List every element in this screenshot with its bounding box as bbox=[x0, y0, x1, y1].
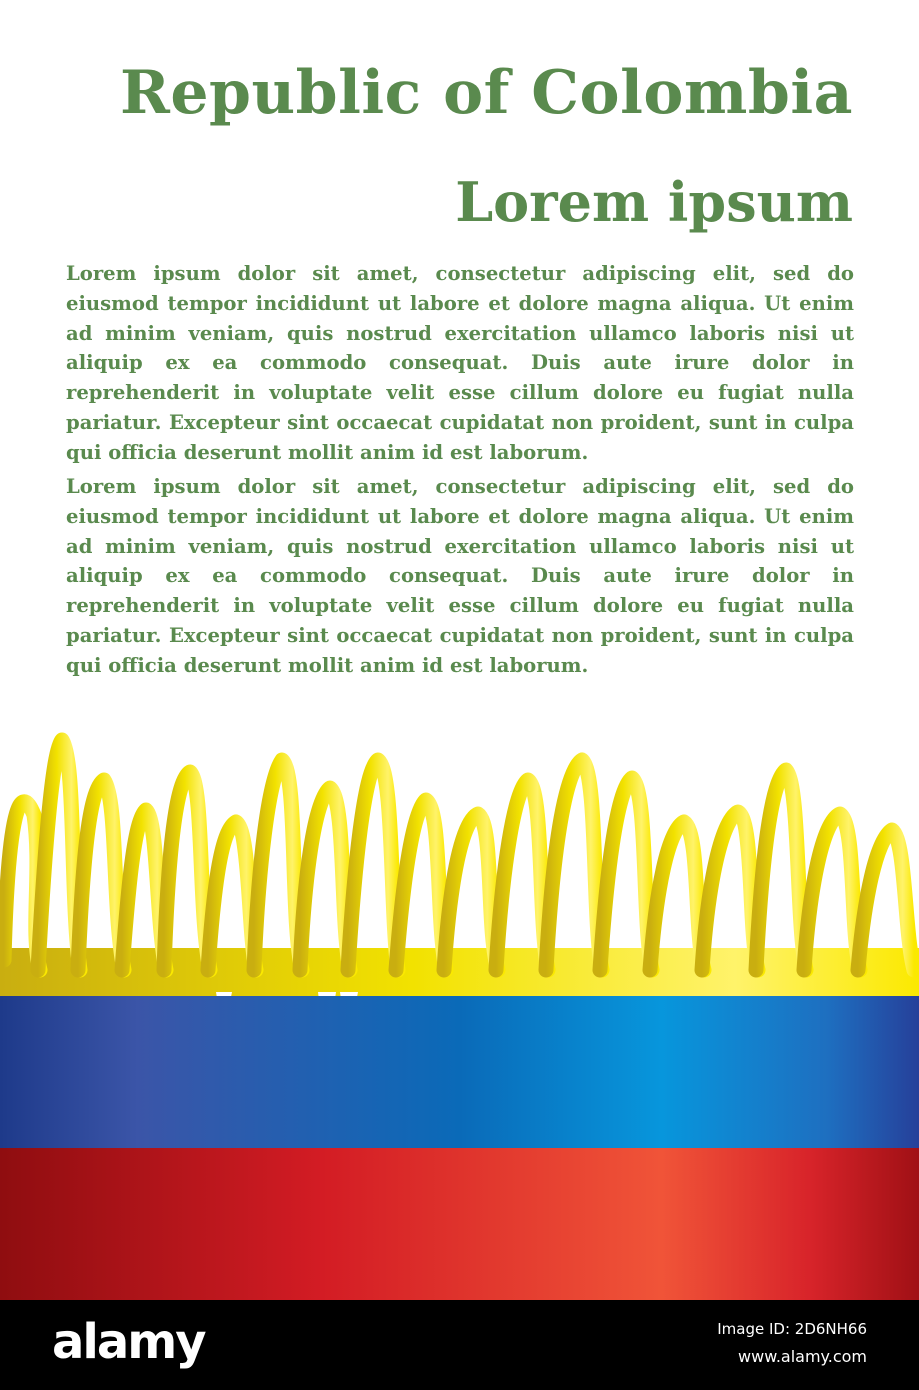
watermark-site-url: www.alamy.com bbox=[738, 1347, 867, 1366]
flag-blue-stripe bbox=[0, 996, 919, 1148]
body-paragraph-2: Lorem ipsum dolor sit amet, consectetur adipiscing elit, sed do eiusmod tempor incididunt ut labore et dolore magna aliqua. Ut enim ad minim veniam, quis nostrud exercitation ullamco laboris nisi ut aliquip ex ea commodo consequat. Duis aute irure dolor in reprehenderit in voluptate velit esse cillum dolore eu fugiat nulla pariatur. Excepteur sint occaecat cupidatat non proident, sunt in culpa qui officia deserunt mollit anim id est laborum. bbox=[66, 475, 854, 677]
watermark-footer bbox=[0, 1300, 919, 1390]
watermark-image-id: Image ID: 2D6NH66 bbox=[717, 1320, 867, 1338]
watermark-brand: alamy bbox=[52, 1314, 205, 1370]
flag-red-stripe bbox=[0, 1148, 919, 1300]
page-title: Republic of Colombia bbox=[120, 58, 853, 128]
flag-yellow-stripe bbox=[0, 740, 919, 996]
colombia-flag-illustration bbox=[0, 720, 919, 1300]
page-subtitle: Lorem ipsum bbox=[455, 170, 853, 234]
body-paragraph-1: Lorem ipsum dolor sit amet, consectetur adipiscing elit, sed do eiusmod tempor incididunt ut labore et dolore magna aliqua. Ut enim ad minim veniam, quis nostrud exercitation ullamco laboris nisi ut aliquip ex ea commodo consequat. Duis aute irure dolor in reprehenderit in voluptate velit esse cillum dolore eu fugiat nulla pariatur. Excepteur sint occaecat cupidatat non proident, sunt in culpa qui officia deserunt mollit anim id est laborum. bbox=[66, 262, 854, 464]
